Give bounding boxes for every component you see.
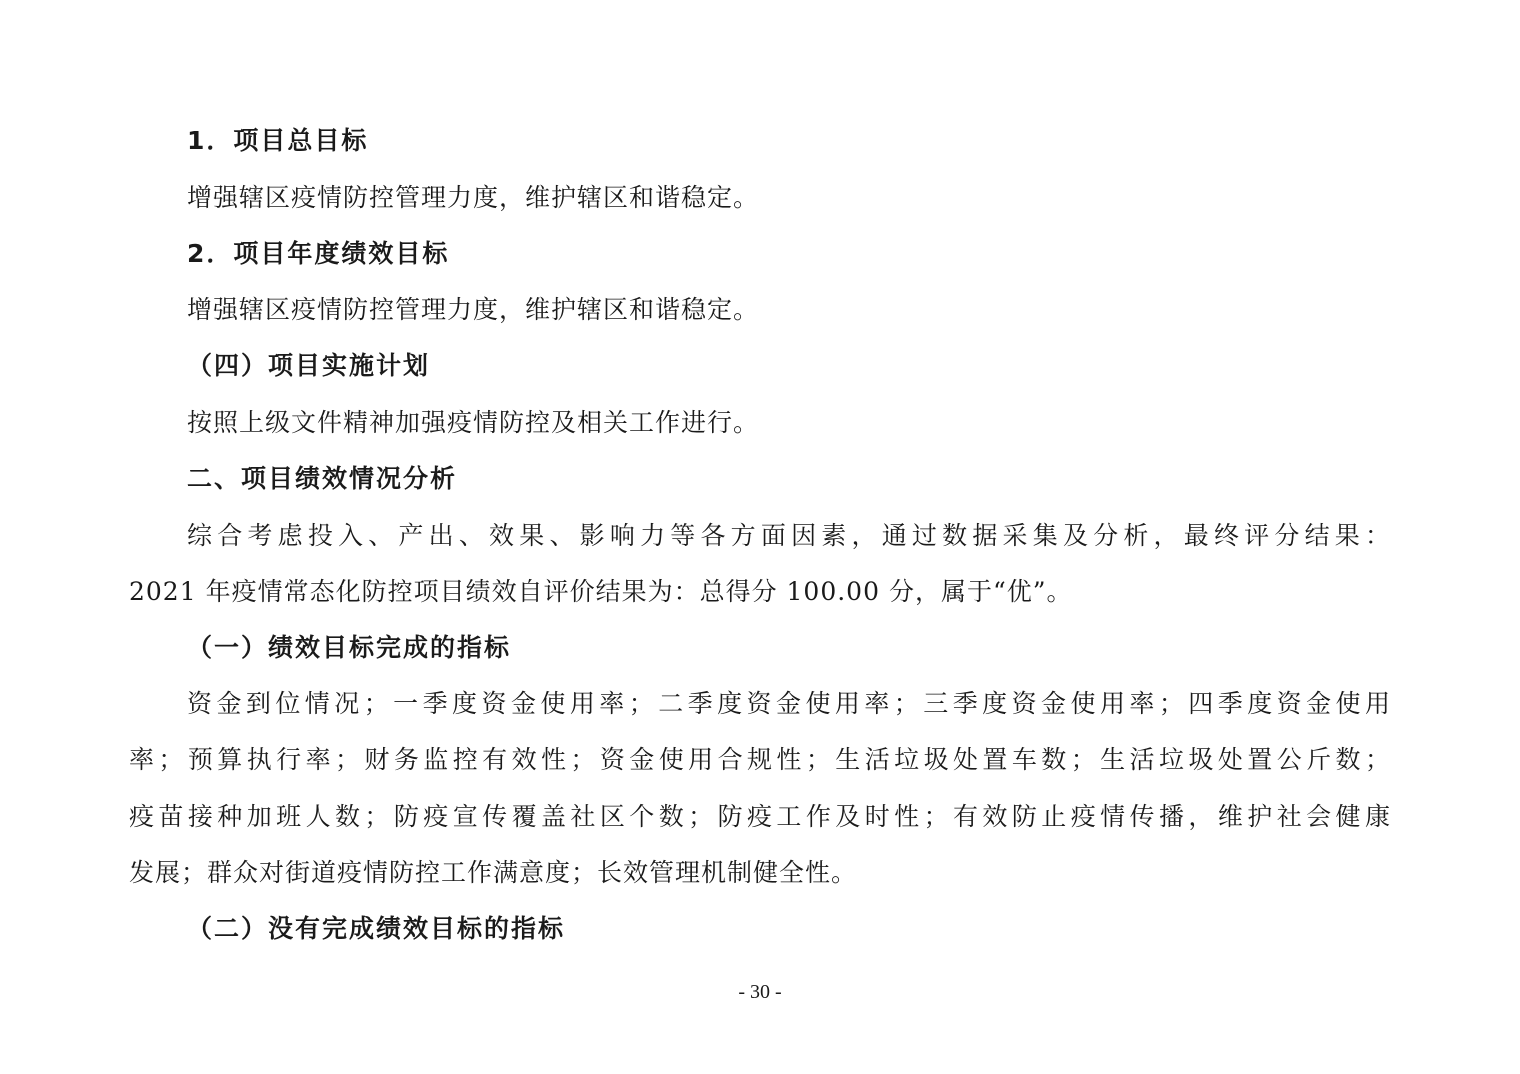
goal-annual-heading: 2．项目年度绩效目标	[187, 239, 450, 268]
completed-indicators-line-2: 率；预算执行率；财务监控有效性；资金使用合规性；生活垃圾处置车数；生活垃圾处置公斤数；	[129, 745, 1391, 774]
goal-annual-text: 增强辖区疫情防控管理力度，维护辖区和谐稳定。	[187, 295, 760, 324]
page-number: - 30 -	[738, 981, 782, 1003]
plan-text: 按照上级文件精神加强疫情防控及相关工作进行。	[187, 408, 760, 437]
analysis-heading: 二、项目绩效情况分析	[187, 464, 458, 493]
plan-heading: （四）项目实施计划	[187, 351, 431, 380]
goal-overall-text: 增强辖区疫情防控管理力度，维护辖区和谐稳定。	[187, 183, 760, 212]
completed-indicators-line-4: 发展；群众对街道疫情防控工作满意度；长效管理机制健全性。	[129, 858, 858, 887]
completed-indicators-line-1: 资金到位情况；一季度资金使用率；二季度资金使用率；三季度资金使用率；四季度资金使用	[187, 689, 1391, 718]
incomplete-indicators-heading: （二）没有完成绩效目标的指标	[187, 914, 566, 943]
analysis-text-line-2: 2021 年疫情常态化防控项目绩效自评价结果为：总得分 100.00 分，属于“优”。	[129, 577, 1073, 606]
analysis-text-line-1: 综合考虑投入、产出、效果、影响力等各方面因素，通过数据采集及分析，最终评分结果：	[187, 521, 1391, 550]
goal-overall-heading: 1．项目总目标	[187, 126, 369, 155]
completed-indicators-line-3: 疫苗接种加班人数；防疫宣传覆盖社区个数；防疫工作及时性；有效防止疫情传播，维护社会健康	[129, 802, 1391, 831]
completed-indicators-heading: （一）绩效目标完成的指标	[187, 633, 512, 662]
